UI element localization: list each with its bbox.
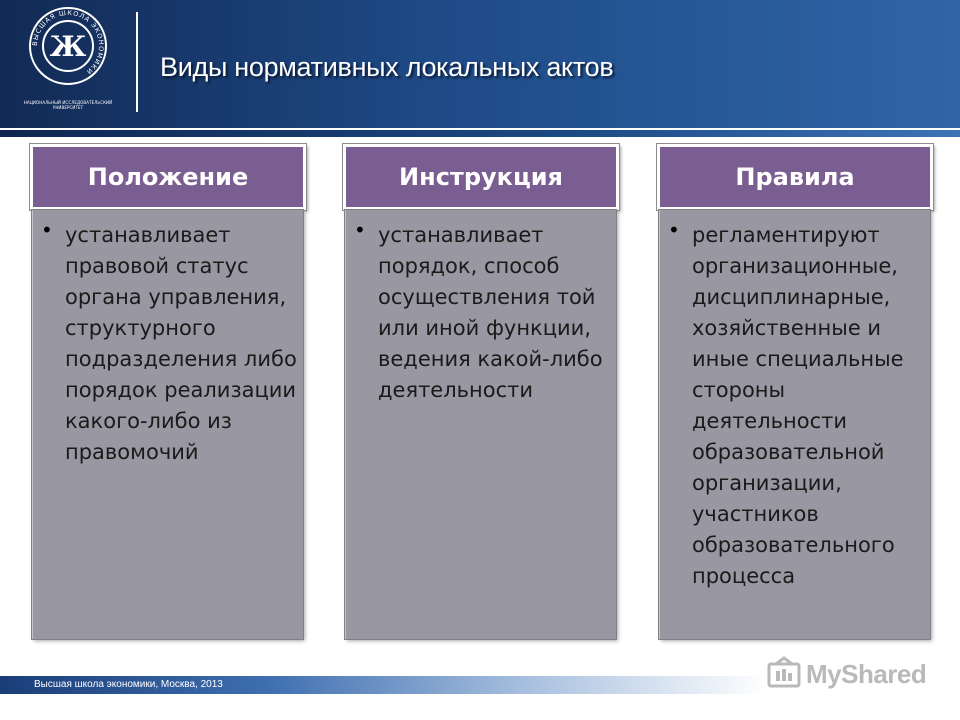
- bullet-icon: •: [668, 218, 680, 242]
- card-text: устанавливает порядок, способ осуществления той или иной функции, ведения какой-либо деятельности: [378, 223, 603, 402]
- card-heading: Инструкция: [343, 144, 619, 210]
- card-pravila: [657, 144, 933, 641]
- card-heading: Положение: [30, 144, 306, 210]
- watermark-text: MyShared: [806, 658, 927, 689]
- card-heading: Правила: [657, 144, 933, 210]
- card-text: регламентируют организационные, дисциплинарные, хозяйственные и иные специальные стороны деятельности образовательной организации, участников образовательного процесса: [692, 223, 904, 588]
- logo-caption: НАЦИОНАЛЬНЫЙ ИССЛЕДОВАТЕЛЬСКИЙ УНИВЕРСИТЕТ: [23, 100, 113, 110]
- slide-title: Виды нормативных локальных актов: [160, 52, 614, 82]
- card-polozhenie: [30, 144, 306, 641]
- header-banner: [0, 0, 960, 128]
- card-body: [659, 210, 930, 639]
- header-divider: [136, 12, 138, 112]
- card-body: [345, 210, 616, 639]
- header-stripe: [0, 128, 960, 137]
- bullet-icon: •: [354, 218, 366, 242]
- university-logo-icon: [28, 6, 108, 86]
- svg-text:Ж: Ж: [49, 30, 87, 63]
- myshared-logo-icon: [766, 656, 802, 692]
- svg-text:ВЫСШАЯ ШКОЛА ЭКОНОМИКИ: ВЫСШАЯ ШКОЛА ЭКОНОМИКИ: [30, 8, 106, 77]
- card-body: [32, 210, 303, 639]
- card-instruktsiya: [343, 144, 619, 641]
- footer-text: Высшая школа экономики, Москва, 2013: [34, 679, 223, 690]
- bullet-icon: •: [41, 218, 53, 242]
- card-text: устанавливает правовой статус органа управления, структурного подразделения либо порядок реализации какого-либо из правомочий: [65, 223, 297, 464]
- watermark: [766, 656, 936, 692]
